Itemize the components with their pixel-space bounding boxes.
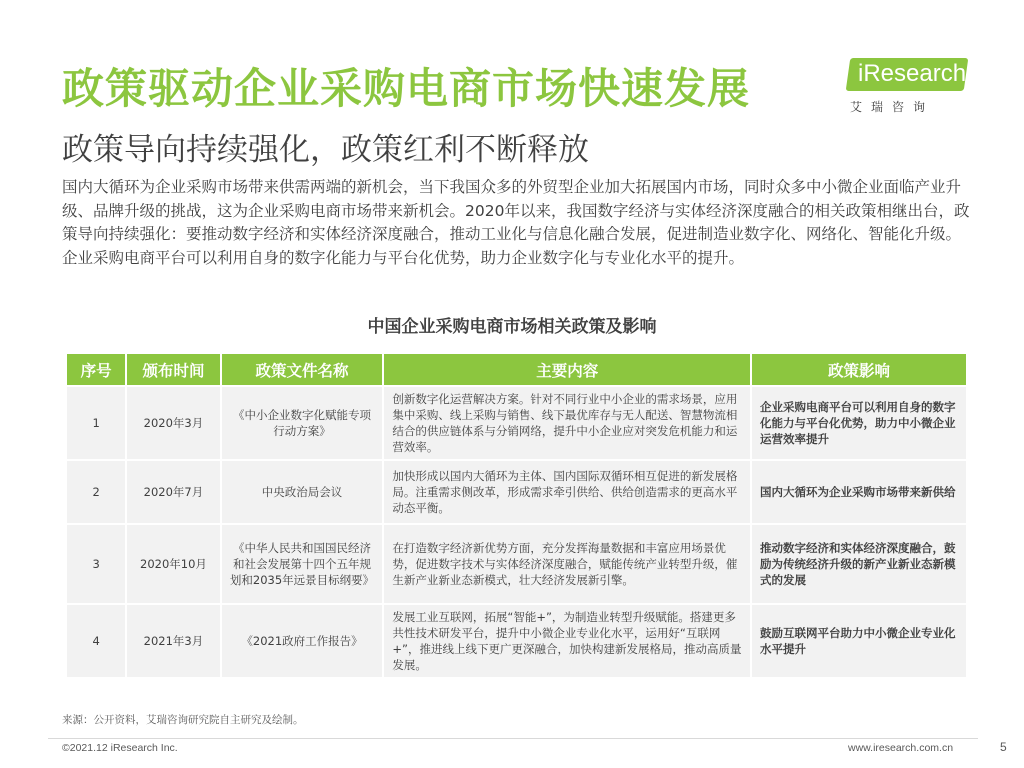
footer-divider <box>48 738 978 739</box>
table-row <box>67 525 966 603</box>
intro-paragraph: 国内大循环为企业采购市场带来供需两端的新机会，当下我国众多的外贸型企业加大拓展国内市场，同时众多中小微企业面临产业升级、品牌升级的挑战，这为企业采购电商市场带来新机会。2020年以来，我国数字经济与实体经济深度融合的相关政策相继出台，政策导向持续强化：要推动数字经济和实体经济深度融合，推动工业化与信息化融合发展，促进制造业数字化、网络化、智能化升级。企业采购电商平台可以利用自身的数字化能力与平台化优势，助力企业数字化与专业化水平的提升。 <box>62 178 970 267</box>
header-policy-name: 政策文件名称 <box>222 354 383 385</box>
source-note: 来源：公开资料，艾瑞咨询研究院自主研究及绘制。 <box>62 714 304 726</box>
table-row <box>67 461 966 523</box>
row-impact: 企业采购电商平台可以利用自身的数字化能力与平台化优势，助力中小微企业运营效率提升 <box>752 387 966 459</box>
row-no: 1 <box>67 387 125 459</box>
row-content: 加快形成以国内大循环为主体、国内国际双循环相互促进的新发展格局。注重需求侧改革，形成需求牵引供给、供给创造需求的更高水平动态平衡。 <box>384 461 750 523</box>
row-date: 2020年10月 <box>127 525 219 603</box>
row-content: 创新数字化运营解决方案。针对不同行业中小企业的需求场景，应用集中采购、线上采购与销售、线下最优库存与无人配送、智慧物流相结合的供应链体系与分销网络，提升中小企业应对突发危机能力和运营效率。 <box>384 387 750 459</box>
row-impact: 推动数字经济和实体经济深度融合，鼓励为传统经济升级的新产业新业态新模式的发展 <box>752 525 966 603</box>
page-title: 政策驱动企业采购电商市场快速发展 <box>62 64 751 113</box>
table-title: 中国企业采购电商市场相关政策及影响 <box>367 317 657 337</box>
copyright: ©2021.12 iResearch Inc. <box>62 742 178 754</box>
page-subtitle: 政策导向持续强化，政策红利不断释放 <box>62 132 589 168</box>
logo-subtext: 艾瑞咨询 <box>850 100 935 114</box>
table-row <box>67 605 966 677</box>
table-row <box>67 387 966 459</box>
policy-table <box>65 352 968 679</box>
header-date: 颁布时间 <box>127 354 219 385</box>
page-number: 5 <box>1000 740 1007 754</box>
iresearch-logo <box>848 58 973 120</box>
table-header-row <box>67 354 966 385</box>
header-impact: 政策影响 <box>752 354 966 385</box>
row-no: 4 <box>67 605 125 677</box>
row-date: 2020年7月 <box>127 461 219 523</box>
header-no: 序号 <box>67 354 125 385</box>
row-date: 2021年3月 <box>127 605 219 677</box>
row-content: 在打造数字经济新优势方面，充分发挥海量数据和丰富应用场景优势，促进数字技术与实体经济深度融合，赋能传统产业转型升级，催生新产业新业态新模式，壮大经济发展新引擎。 <box>384 525 750 603</box>
row-date: 2020年3月 <box>127 387 219 459</box>
website-link[interactable]: www.iresearch.com.cn <box>848 742 954 754</box>
row-no: 3 <box>67 525 125 603</box>
row-impact: 国内大循环为企业采购市场带来新供给 <box>752 461 966 523</box>
row-no: 2 <box>67 461 125 523</box>
row-policy-name: 《中华人民共和国国民经济和社会发展第十四个五年规划和2035年远景目标纲要》 <box>222 525 383 603</box>
row-policy-name: 《2021政府工作报告》 <box>222 605 383 677</box>
row-content: 发展工业互联网，拓展“智能+”，为制造业转型升级赋能。搭建更多共性技术研发平台，提升中小微企业专业化水平，运用好“互联网+”，推进线上线下更广更深融合，加快构建新发展格局，推动高质量发展。 <box>384 605 750 677</box>
row-impact: 鼓励互联网平台助力中小微企业专业化水平提升 <box>752 605 966 677</box>
logo-text: iResearch <box>858 60 967 87</box>
row-policy-name: 中央政治局会议 <box>222 461 383 523</box>
row-policy-name: 《中小企业数字化赋能专项行动方案》 <box>222 387 383 459</box>
header-content: 主要内容 <box>384 354 750 385</box>
